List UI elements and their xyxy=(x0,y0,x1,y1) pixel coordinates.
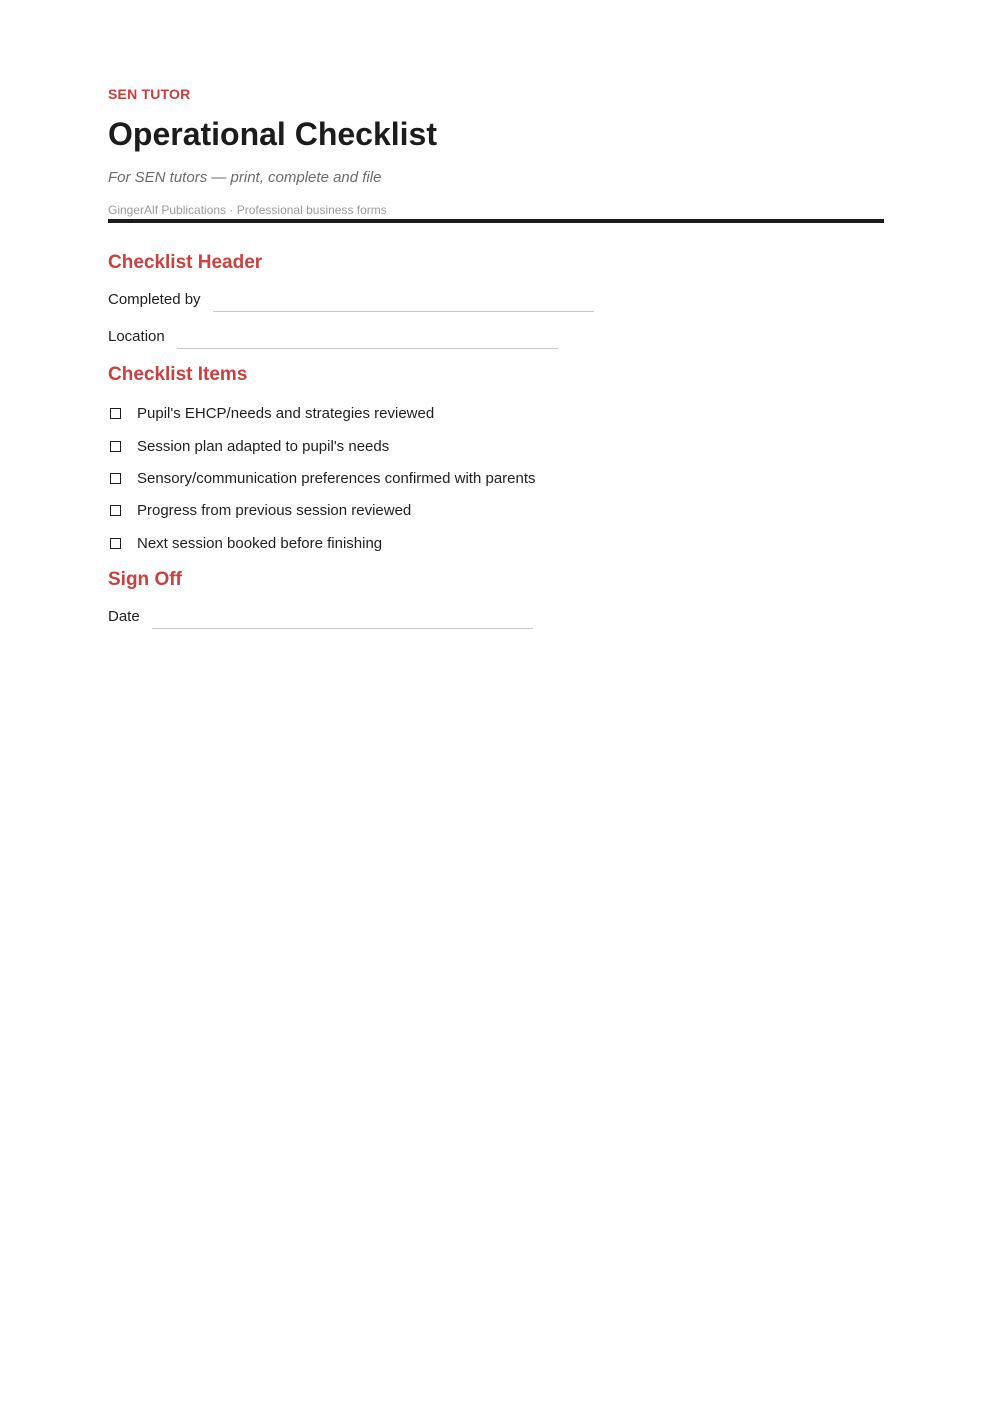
checklist-item[interactable] xyxy=(108,403,434,423)
section-heading-checklist-items: Checklist Items xyxy=(108,364,248,385)
date-input-line[interactable] xyxy=(152,628,533,629)
checklist-item[interactable] xyxy=(108,468,536,488)
publisher-credit: GingerAlf Publications · Professional business forms xyxy=(108,203,387,217)
checklist-item-label: Progress from previous session reviewed xyxy=(137,501,412,519)
header-divider xyxy=(108,219,884,223)
checkbox[interactable] xyxy=(110,408,121,419)
field-label: Completed by xyxy=(108,291,201,308)
location-input-line[interactable] xyxy=(177,348,558,349)
field-label: Date xyxy=(108,608,140,625)
location-field[interactable] xyxy=(108,324,558,346)
field-label: Location xyxy=(108,328,165,345)
checkbox[interactable] xyxy=(110,538,121,549)
page-title: Operational Checklist xyxy=(108,116,437,152)
date-field[interactable] xyxy=(108,604,533,626)
completed-by-input-line[interactable] xyxy=(213,311,594,312)
section-heading-checklist-header: Checklist Header xyxy=(108,252,263,273)
checklist-item[interactable] xyxy=(108,533,382,553)
checkbox[interactable] xyxy=(110,505,121,516)
checklist-item[interactable] xyxy=(108,500,411,520)
form-category: SEN TUTOR xyxy=(108,86,191,102)
checklist-item-label: Session plan adapted to pupil's needs xyxy=(137,437,390,455)
page-subtitle: For SEN tutors — print, complete and file xyxy=(108,169,382,186)
checkbox[interactable] xyxy=(110,441,121,452)
checklist-item-label: Next session booked before finishing xyxy=(137,534,383,552)
checklist-item[interactable] xyxy=(108,436,389,456)
checklist-item-label: Sensory/communication preferences confirmed with parents xyxy=(137,469,536,487)
checkbox[interactable] xyxy=(110,473,121,484)
section-heading-sign-off: Sign Off xyxy=(108,569,182,590)
checklist-item-label: Pupil's EHCP/needs and strategies reviewed xyxy=(137,404,435,422)
completed-by-field[interactable] xyxy=(108,287,594,309)
